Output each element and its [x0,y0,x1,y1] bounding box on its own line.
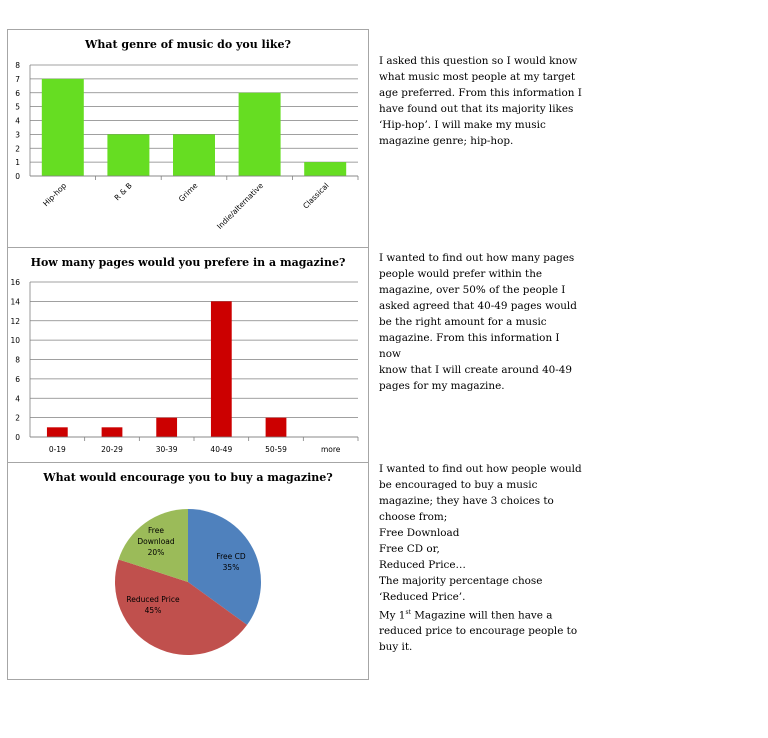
encourage-pie-chart [8,463,368,679]
pie-label-name: Free [148,526,164,535]
encourage-chart-panel [7,462,369,680]
y-tick-label: 14 [10,297,20,307]
genre-chart-panel [7,29,369,249]
y-tick-label: 1 [15,158,20,168]
chart-title: How many pages would you prefere in a magazine? [30,256,346,269]
y-tick-label: 0 [15,433,20,442]
bar-indie-alternative [239,93,281,176]
pie-label-value: 35% [222,563,240,572]
bar-50-59 [266,418,287,437]
y-tick-label: 10 [10,336,20,346]
encourage-description-text [379,461,584,655]
ordinal-suffix: st [405,609,411,616]
y-tick-label: 3 [15,130,20,140]
x-tick-label: Grime [176,181,200,204]
pages-description-text: I wanted to find out how many pages people would prefer within the magazine, over 50% of the people I asked agreed that 40-49 pages would be the right amount for a music magazine. From this information I now know that I will create around 40-49 pages for my magazine. [379,252,577,392]
pie-label-value: 20% [147,548,165,557]
x-tick-label: more [320,445,341,454]
y-tick-label: 6 [15,88,20,98]
y-tick-label: 4 [15,394,20,404]
x-tick-label: 30-39 [155,445,178,454]
genre-bar-chart [8,30,368,248]
pages-bar-chart [8,248,368,463]
bar-hip-hop [42,79,84,176]
y-tick-label: 2 [15,413,20,423]
y-tick-label: 8 [15,61,20,70]
y-tick-label: 8 [15,355,20,365]
encourage-description-part1: I wanted to find out how people would be encouraged to buy a music magazine; they have 3 choices to choose from; Free Download Free CD or, Reduced Price… The majority percentage chose ‘Reduced Price’. My 1 [379,463,582,622]
pages-chart-panel [7,247,369,464]
x-tick-label: 0-19 [48,445,66,454]
x-tick-label: 50-59 [265,445,287,454]
bar-classical [304,162,346,176]
y-tick-label: 0 [15,172,20,181]
y-tick-label: 4 [15,116,20,126]
y-tick-label: 2 [15,144,20,154]
chart-title: What genre of music do you like? [85,38,291,51]
bar-20-29 [102,427,123,437]
genre-description-text: I asked this question so I would know what music most people at my target age preferred. From this information I have found out that its majority likes ‘Hip-hop’. I will make my music magazine genre; hip-hop. [379,55,582,147]
encourage-description [379,461,584,655]
pie-label-name: Reduced Price [126,595,180,604]
pie-label-name-cont: Download [137,537,175,546]
y-tick-label: 16 [10,278,20,287]
bar-40-49 [211,301,232,437]
x-tick-label: 40-49 [210,445,233,454]
bar-30-39 [156,418,177,437]
chart-title: What would encourage you to buy a magazine? [43,471,333,484]
x-tick-label: Hip-hop [41,181,69,209]
x-tick-label: 20-29 [101,445,123,454]
bar-0-19 [47,427,68,437]
y-tick-label: 7 [15,74,20,84]
x-tick-label: Indie/alternative [215,181,266,231]
pie-label-name: Free CD [216,552,246,561]
x-tick-label: Classical [301,181,331,211]
pages-description [379,250,584,394]
y-tick-label: 12 [10,316,20,326]
pie-label-value: 45% [144,606,162,615]
x-tick-label: R & B [112,181,134,203]
y-tick-label: 6 [15,374,20,384]
genre-description [379,53,584,149]
bar-r-b [107,134,149,176]
encourage-description-part2: Magazine will then have a reduced price to encourage people to buy it. [379,609,578,654]
y-tick-label: 5 [15,102,20,112]
bar-grime [173,134,215,176]
